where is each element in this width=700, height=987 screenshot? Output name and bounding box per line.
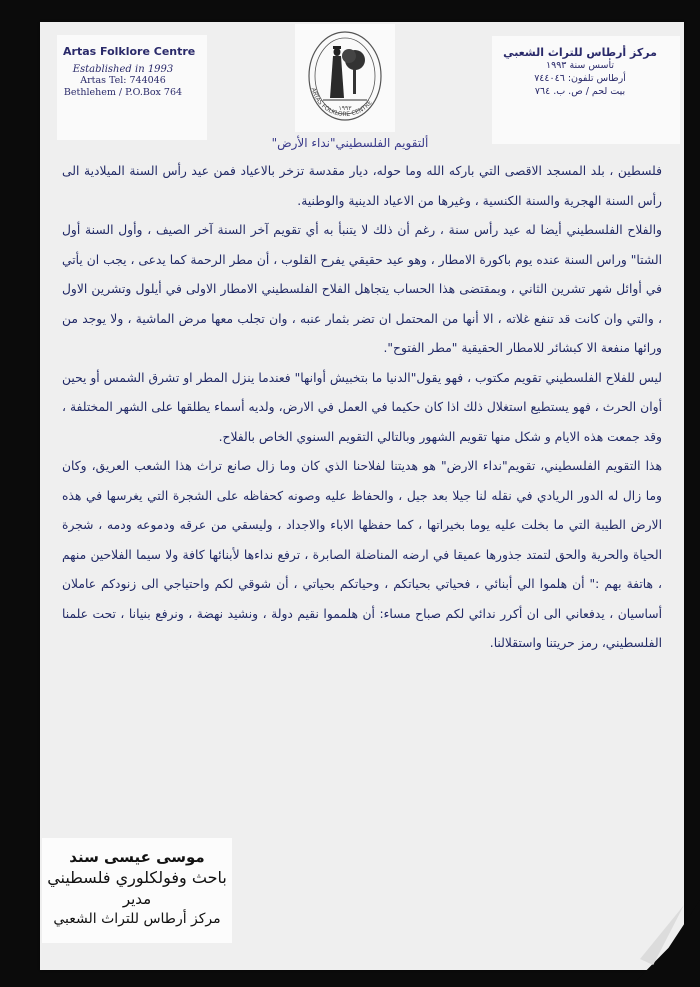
artas-folklore-logo-icon xyxy=(295,24,395,132)
signature-stamp xyxy=(42,838,232,943)
paragraph-2: والفلاح الفلسطيني أيضا له عيد رأس سنة ، رغم أن ذلك لا يتنبأ به أي تقويم آخر السنة آخر الصيف ، وأول السنة أول الشتا" وراس السنة عنده يوم باكورة الامطار ، وهو عيد حقيقي يفرح القلوب ، أن مطر الرحمة كما يدعى ، يجب ان يأتي في أوائل شهر تشرين الثاني ، وبمقتضى هذا الحساب يتجاهل الفلاح الفلسطيني الامطار الاولى في أيلول وتشرين الاول ، والتي وان كانت قد تنفع غلاته ، الا أنها من المحتمل ان تضر بثمار عنبه ، وان تجلب معها مرض الماشية ، ولا يوجد من ورائها منفعة الا كبشائر للامطار الحقيقية "مطر الفتوح". xyxy=(62,223,662,355)
org-name-english: Artas Folklore Centre xyxy=(63,45,196,58)
signatory-name: موسى عيسى سند xyxy=(69,848,205,866)
logo-year: ١٩٩٣ xyxy=(338,105,352,112)
document-title: ألتقويم الفلسطيني"نداء الأرض" xyxy=(271,136,429,150)
signatory-role: باحث وفولكلوري فلسطيني xyxy=(47,868,227,887)
document-body xyxy=(62,157,662,659)
established-english: Established in 1993 xyxy=(72,64,174,75)
logo-arc-text: ARTAS FOLKLORE CENTRE xyxy=(309,87,374,119)
signatory-org: مركز أرطاس للتراث الشعبي xyxy=(53,911,221,927)
letterhead-arabic xyxy=(492,36,680,144)
letterhead-english xyxy=(57,35,207,140)
letterhead-logo xyxy=(295,24,395,132)
established-arabic: تأسس سنة ١٩٩٣ xyxy=(546,60,614,71)
signatory-position: مدير xyxy=(122,890,152,908)
org-name-arabic: مركز أرطاس للتراث الشعبي xyxy=(503,46,657,59)
paragraph-1: فلسطين ، بلد المسجد الاقصى التي باركه الله وما حوله، ديار مقدسة تزخر بالاعياد فمن عيد رأس السنة الميلادية الى رأس السنة الهجرية والسنة الكنسية ، وغيرها من الاعياد الدينية والوطنية. xyxy=(62,164,662,208)
address-english: Bethlehem / P.O.Box 764 xyxy=(63,87,183,98)
phone-english: Artas Tel: 744046 xyxy=(80,75,166,86)
phone-arabic: أرطاس تلفون: ٧٤٤٠٤٦ xyxy=(534,73,626,84)
paragraph-4: هذا التقويم الفلسطيني، تقويم"نداء الارض" هو هديتنا لفلاحنا الذي كان وما زال صانع تراث هذا الشعب العريق، وكان وما زال له الدور الريادي في نقله لنا جيلا بعد جيل ، والحفاظ عليه وصونه كحفاظه على الشجرة التي يغرسها في هذه الارض الطيبة التي ما بخلت عليه يوما بخيراتها ، كما حفظها الاباء والاجداد ، وليسقي من عرقه ودموعه ودمه ، شجرة الحياة والحرية والحق لتمتد جذورها عميقا في ارضه المناضلة الصابرة ، ترفع نداءها لأبنائها كافة ولا سيما الفلاحين منهم ، هاتفة بهم :" أن هلموا الي أبنائي ، فحياتي بحياتكم ، وحياتكم بحياتي ، أن شوقي لكم واحتياجي الى زنودكم عاملان أساسيان ، يدفعاني الى ان أكرر ندائي لكم صباح مساء: أن هلمموا نقيم دولة ، ونشيد نهضة ، ونرفع بنيانا ، تحت علمنا الفلسطيني، رمز حريتنا واستقلالنا. xyxy=(62,459,662,650)
paragraph-3: ليس للفلاح الفلسطيني تقويم مكتوب ، فهو يقول"الدنيا ما بتخبيش أوانها" فعندما ينزل المطر او تشرق الشمس أو يحين أوان الحرث ، فهو يستطيع استغلال ذلك اذا كان حكيما في العمل في الارض، ولديه أسماء يطلقها على الشهر المختلفة ، وقد جمعت هذه الايام و شكل منها تقويم الشهور وبالتالي التقويم السنوي الخاص بالفلاح. xyxy=(62,370,662,444)
address-arabic: بيت لحم / ص. ب. ٧٦٤ xyxy=(534,86,626,97)
